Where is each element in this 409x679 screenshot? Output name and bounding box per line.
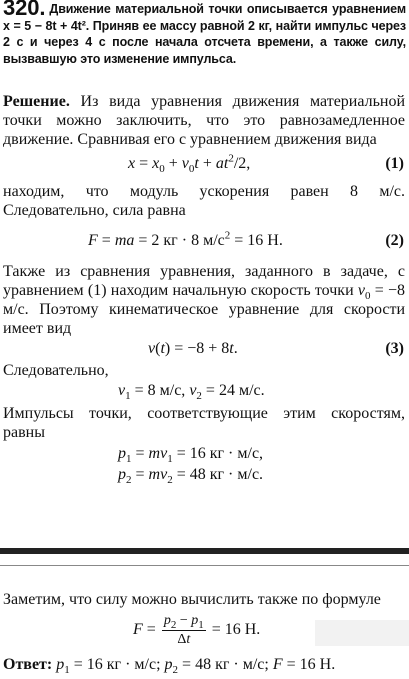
equation-alternative: F = $\frac{p_2 - p_1}{\Delta t}$ = 16 Н.	[133, 613, 261, 647]
equation-1-number: (1)	[385, 155, 404, 172]
velocity-values: $v_1 = 8$ м/с, $v_2 = 24$ м/с.	[118, 382, 265, 403]
paragraph-acceleration: находим, что модуль ускорения равен 8 м/с. Следовательно, сила равна	[3, 183, 405, 219]
equation-2-number: (2)	[385, 232, 404, 249]
fraction: $\frac{p_2 - p_1}{\Delta t}$	[163, 613, 204, 647]
scan-patch	[315, 620, 409, 646]
paragraph-alternative: Заметим, что силу можно вычислить также по формуле	[3, 591, 381, 608]
momentum-1: $p_1 = mv_1 = 16$ кг · м/с,	[118, 445, 264, 466]
equation-3: v(t) = −8 + 8t.	[148, 340, 238, 357]
solution-label: Решение.	[3, 93, 70, 110]
paragraph-momenta: Импульсы точки, соответствующие этим скоростям, равны	[3, 405, 405, 441]
paragraph-hence: Следовательно,	[3, 362, 109, 379]
problem-text: Движение материальной точки описывается уравнением x = 5 − 8t + 4t². Приняв ее массу равной 2 кг, найти импульс через 2 с и через 4 с после начала отсчета времени, а также силу, вызвавшую это изменение импульса.	[3, 2, 406, 66]
answer-line: Ответ: $p_1 = 16$ кг · м/с; $p_2 = 48$ кг · м/с; F = 16 Н.	[3, 656, 336, 677]
page-separator	[0, 548, 409, 554]
page-separator-thin	[0, 565, 409, 566]
solution-intro	[3, 92, 405, 149]
problem-number: 320.	[3, 0, 46, 20]
equation-1: $x = x_0 + v_0t + at^2/2$,	[128, 152, 251, 176]
paragraph-initial-velocity-b: = −8 м/с. Поэтому кинематическое уравнение для скорости имеет вид	[3, 282, 405, 337]
problem-statement	[3, 0, 406, 67]
answer-label: Ответ:	[3, 656, 53, 673]
equation-3-number: (3)	[385, 340, 404, 357]
paragraph-initial-velocity: Также из сравнения уравнения, заданного в задаче, с уравнением (1) находим начальную скорость точки $v_0 = -8$ м/с. Поэтому кинематическое уравнение для скорости имеет вид	[3, 263, 405, 337]
equation-2: F = ma = 2 кг · 8 $м/с^2 = 16$ Н.	[88, 229, 283, 249]
paragraph-initial-velocity-a: Также из сравнения уравнения, заданного в задаче, с уравнением (1) находим начальную скорость точки	[3, 263, 405, 299]
momentum-2: $p_2 = mv_2 = 48$ кг · м/с.	[118, 466, 264, 487]
solution-intro-text: Из вида уравнения движения материальной точки можно заключить, что это равнозамедленное движение. Сравнивая его с уравнением движения вида	[3, 93, 406, 148]
